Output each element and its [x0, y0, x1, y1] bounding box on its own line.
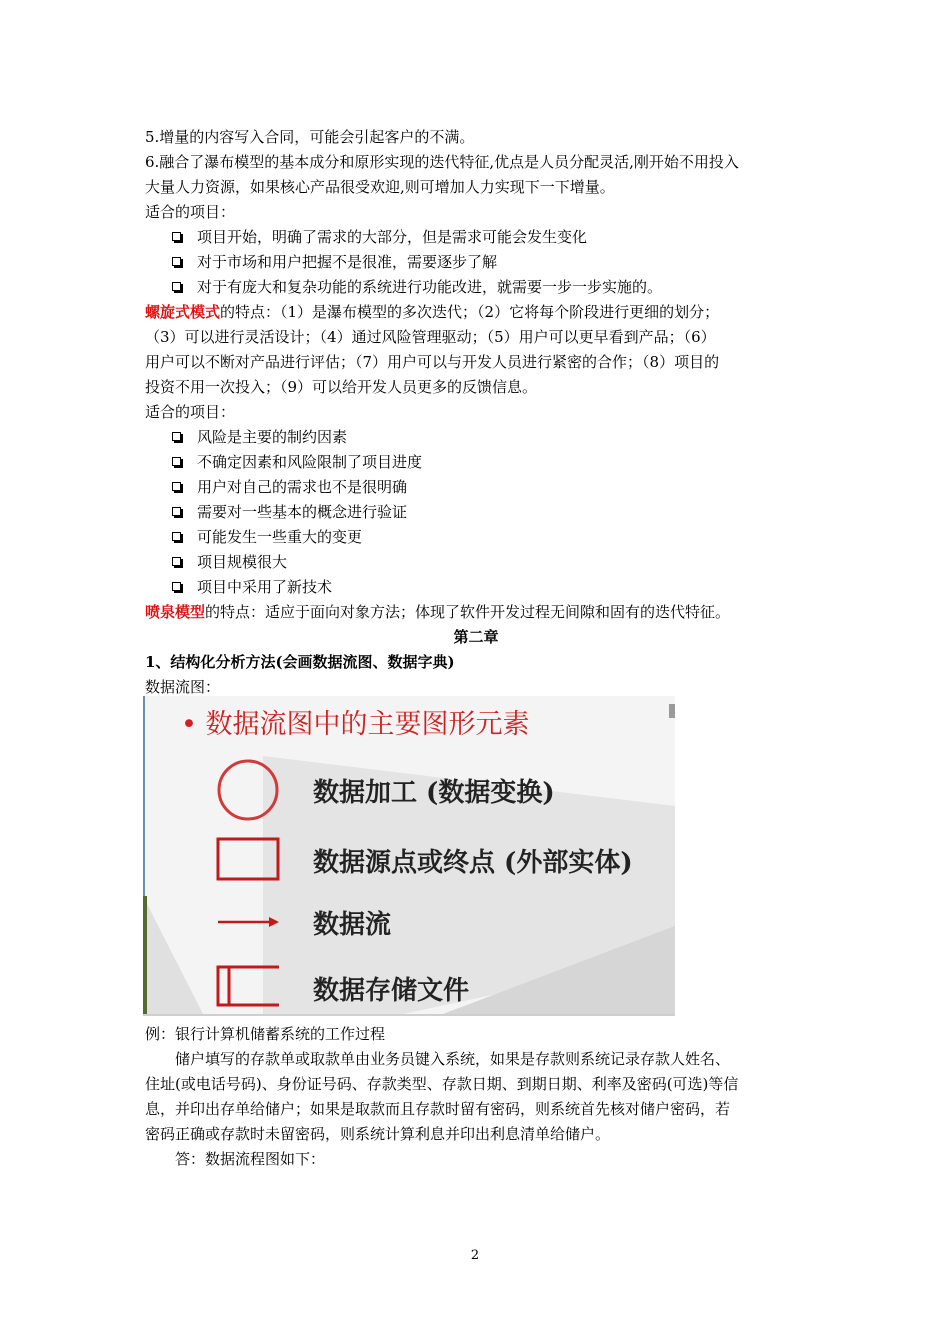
spiral-paragraph-line: 螺旋式模式的特点：（1）是瀑布模型的多次迭代；（2）它将每个阶段进行更细的划分； [145, 303, 720, 321]
page-number: 2 [470, 1248, 480, 1263]
figure-item-store: 数据存储文件 [313, 976, 470, 1006]
list-item: 对于市场和用户把握不是很准，需要逐步了解 [172, 250, 497, 275]
checkbox-bullet-icon [172, 532, 181, 541]
checkbox-bullet-icon [172, 257, 181, 266]
suitable-heading: 适合的项目： [145, 203, 236, 221]
figure-item-entity: 数据源点或终点 (外部实体) [313, 848, 633, 878]
text-line: （3）可以进行灵活设计；（4）通过风险管理驱动；（5）用户可以更早看到产品；（6） [145, 328, 716, 346]
list-item: 项目中采用了新技术 [172, 575, 332, 600]
list-item: 可能发生一些重大的变更 [172, 525, 362, 550]
text-line: 用户可以不断对产品进行评估；（7）用户可以与开发人员进行紧密的合作；（8）项目的 [145, 353, 720, 371]
fountain-term: 喷泉模型 [145, 603, 206, 621]
process-circle-icon [213, 758, 283, 828]
data-store-icon [215, 964, 285, 1010]
dfd-elements-figure [143, 696, 675, 1016]
section-heading: 1、结构化分析方法(会画数据流图、数据字典) [145, 653, 455, 671]
figure-title: • 数据流图中的主要图形元素 [181, 709, 530, 740]
list-item: 用户对自己的需求也不是很明确 [172, 475, 407, 500]
checkbox-bullet-icon [172, 282, 181, 291]
spiral-term: 螺旋式模式 [145, 303, 221, 321]
checkbox-bullet-icon [172, 557, 181, 566]
answer-line: 答：数据流程图如下： [175, 1150, 326, 1168]
text-line: 储户填写的存款单或取款单由业务员键入系统，如果是存款则系统记录存款人姓名、 [175, 1050, 731, 1068]
checkbox-bullet-icon [172, 482, 181, 491]
dfd-label: 数据流图： [145, 678, 221, 696]
list-item: 对于有庞大和复杂功能的系统进行功能改进，就需要一步一步实施的。 [172, 275, 662, 300]
list-item: 不确定因素和风险限制了项目进度 [172, 450, 422, 475]
list-item: 风险是主要的制约因素 [172, 425, 347, 450]
fountain-paragraph-line: 喷泉模型的特点：适应于面向对象方法；体现了软件开发过程无间隙和固有的迭代特征。 [145, 603, 731, 621]
data-flow-arrow-icon [215, 912, 285, 932]
suitable-heading: 适合的项目： [145, 403, 236, 421]
checkbox-bullet-icon [172, 582, 181, 591]
checkbox-bullet-icon [172, 232, 181, 241]
figure-item-process: 数据加工 (数据变换) [313, 778, 555, 808]
text-line: 大量人力资源，如果核心产品很受欢迎,则可增加人力实现下一下增量。 [145, 178, 615, 196]
checkbox-bullet-icon [172, 457, 181, 466]
figure-item-flow: 数据流 [313, 910, 392, 940]
text-line: 5.增量的内容写入合同，可能会引起客户的不满。 [145, 128, 475, 146]
text-line: 6.融合了瀑布模型的基本成分和原形实现的迭代特征,优点是人员分配灵活,刚开始不用投入 [145, 153, 739, 171]
checkbox-bullet-icon [172, 432, 181, 441]
text-line: 投资不用一次投入；（9）可以给开发人员更多的反馈信息。 [145, 378, 538, 396]
text-line: 住址(或电话号码)、身份证号码、存款类型、存款日期、到期日期、利率及密码(可选)等信 [145, 1075, 739, 1093]
list-item: 项目规模很大 [172, 550, 287, 575]
external-entity-rect-icon [215, 836, 285, 882]
example-title: 例：银行计算机储蓄系统的工作过程 [145, 1025, 386, 1043]
chapter-heading: 第二章 [453, 628, 499, 646]
checkbox-bullet-icon [172, 507, 181, 516]
list-item: 需要对一些基本的概念进行验证 [172, 500, 407, 525]
list-item: 项目开始，明确了需求的大部分，但是需求可能会发生变化 [172, 225, 587, 250]
text-line: 息，并印出存单给储户；如果是取款而且存款时留有密码，则系统首先核对储户密码，若 [145, 1100, 731, 1118]
text-line: 密码正确或存款时未留密码，则系统计算利息并印出利息清单给储户。 [145, 1125, 611, 1143]
